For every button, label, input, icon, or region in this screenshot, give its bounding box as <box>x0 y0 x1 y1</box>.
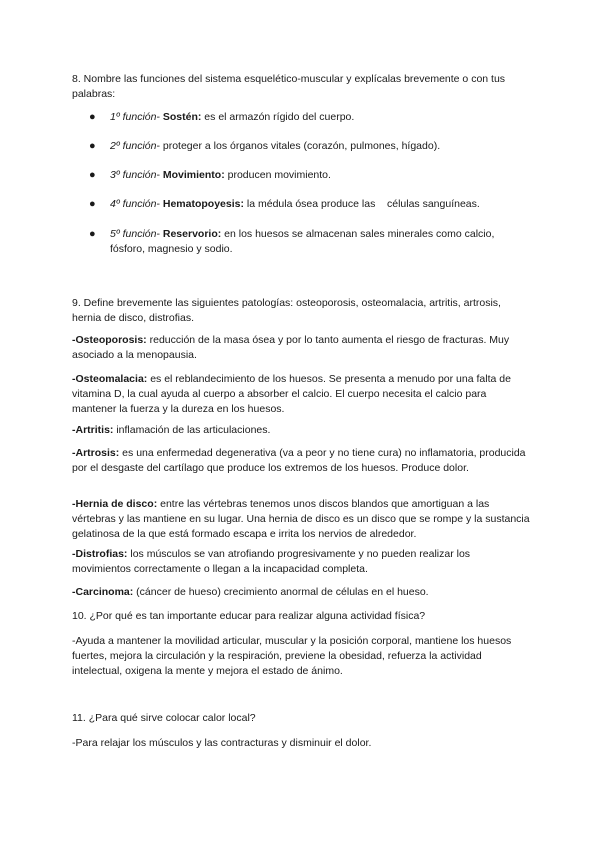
definition-term: -Artrosis: <box>72 447 120 459</box>
function-ordinal: 2º función <box>110 140 157 152</box>
function-desc: en los huesos se almacenan sales minerales como calcio, fósforo, magnesio y sodio. <box>110 228 495 256</box>
bullet-icon: ● <box>89 140 96 152</box>
bullet-icon: ● <box>89 111 96 123</box>
function-desc: proteger a los órganos vitales (corazón, pulmones, hígado). <box>162 140 441 152</box>
definition-desc: reducción de la masa ósea y por lo tanto aumenta el riesgo de fracturas. Muy asociado a la menopausia. <box>72 334 510 362</box>
function-term: Reservorio: <box>162 228 222 240</box>
question-9: 9. Define brevemente las siguientes patologías: osteoporosis, osteomalacia, artritis, artrosis, hernia de disco, distrofias. <box>72 297 501 325</box>
function-desc: es el armazón rígido del cuerpo. <box>201 111 355 123</box>
function-term: Movimiento: <box>162 169 225 181</box>
definition-desc: inflamación de las articulaciones. <box>113 424 271 436</box>
question-11: 11. ¿Para qué sirve colocar calor local? <box>72 712 256 724</box>
definition-term: -Distrofias: <box>72 548 128 560</box>
bullet-icon: ● <box>89 169 96 181</box>
definition-distrofias <box>72 547 530 577</box>
document-page: 8. Nombre las funciones del sistema esquelético-muscular y explícalas brevemente o con tus palabras: ● 1º función- Sostén: es el armazón rígido del cuerpo. ● 2º función- proteger a los órganos vitales (corazón, pulmones, hígado). ● 3º función- Movimiento: producen movimiento. ● 4º función- Hematopoyesis: la médula ósea produce las células sanguíneas. ● 5º función- Reservorio: en los huesos se almacenan sales minerales como calcio, fósforo, magnesio y sodio. 9. Define brevemente las siguientes patologías: osteoporosis, osteomalacia, artritis, artrosis, hernia de disco, distrofias. -Osteoporosis: reducción de la masa ósea y por lo tanto aumenta el riesgo de fracturas. Muy asociado a la menopausia. -Osteomalacia: es el reblandecimiento de los huesos. Se presenta a menudo por una falta de vitamina D, la cual ayuda al cuerpo a absorber el calcio. El cuerpo necesita el calcio para mantener la fuerza y la dureza en los huesos. -Artritis: inflamación de las articulaciones. -Artrosis: es una enfermedad degenerativa (va a peor y no tiene cura) no inflamatoria, producida por el desgaste del cartílago que produce los extremos de los huesos. Produce dolor. -Hernia de disco: entre las vértebras tenemos unos discos blandos que amortiguan a las vértebras y las mantiene en su lugar. Una hernia de disco es un disco que se rompe y la sustancia gelatinosa de la que está formado escapa e irrita los nervios de alrededor. -Distrofias: los músculos se van atrofiando progresivamente y no pueden realizar los movimientos correctamente o llegan a la incapacidad completa. -Carcinoma: (cáncer de hueso) crecimiento anormal de células en el hueso. 10. ¿Por qué es tan importante educar para realizar alguna actividad física? -Ayuda a mantener la movilidad articular, muscular y la posición corporal, mantiene los huesos fuertes, mejora la circulación y la respiración, previene la obesidad, refuerza la actividad intelectual, oxigena la mente y mejora el estado de ánimo. 11. ¿Para qué sirve colocar calor local? -Para relajar los músculos y las contracturas y disminuir el dolor. <box>0 0 600 848</box>
function-desc: producen movimiento. <box>224 169 331 181</box>
definition-desc: los músculos se van atrofiando progresivamente y no pueden realizar los movimientos correctamente o llegan a la incapacidad completa. <box>72 548 471 576</box>
question-8: 8. Nombre las funciones del sistema esquelético-muscular y explícalas brevemente o con tus palabras: <box>72 73 506 101</box>
definition-artritis <box>72 423 530 438</box>
definition-desc: es el reblandecimiento de los huesos. Se presenta a menudo por una falta de vitamina D, la cual ayuda al cuerpo a absorber el calcio. El cuerpo necesita el calcio para mantener la fuerza y la dureza en los huesos. <box>72 373 511 416</box>
definition-desc: entre las vértebras tenemos unos discos blandos que amortiguan a las vértebras y las mantiene en su lugar. Una hernia de disco es un disco que se rompe y la sustancia gelatinosa de la que está formado escapa e irrita los nervios de alrededor. <box>72 498 530 541</box>
question-10: 10. ¿Por qué es tan importante educar para realizar alguna actividad física? <box>72 610 426 622</box>
function-term: Sostén: <box>162 111 202 123</box>
function-ordinal: 5º función <box>110 228 157 240</box>
function-ordinal: 4º función <box>110 198 157 210</box>
definition-term: -Artritis: <box>72 424 114 436</box>
definition-osteoporosis <box>72 333 530 363</box>
definition-term: -Carcinoma: <box>72 586 134 598</box>
function-ordinal: 3º función <box>110 169 157 181</box>
definition-term: -Osteoporosis: <box>72 334 147 346</box>
definition-desc: es una enfermedad degenerativa (va a peor y no tiene cura) no inflamatoria, producida por el desgaste del cartílago que produce los extremos de los huesos. Produce dolor. <box>72 447 526 475</box>
function-ordinal: 1º función <box>110 111 157 123</box>
answer-11: -Para relajar los músculos y las contracturas y disminuir el dolor. <box>72 737 372 749</box>
definition-hernia-de-disco <box>72 497 530 543</box>
definition-term: -Hernia de disco: <box>72 498 158 510</box>
bullet-icon: ● <box>89 228 96 240</box>
definition-artrosis <box>72 446 530 476</box>
function-term: Hematopoyesis: <box>162 198 244 210</box>
bullet-icon: ● <box>89 198 96 210</box>
definition-desc: (cáncer de hueso) crecimiento anormal de células en el hueso. <box>133 586 429 598</box>
definition-carcinoma <box>72 585 530 600</box>
function-desc: la médula ósea produce las células sanguíneas. <box>243 198 480 210</box>
definition-osteomalacia <box>72 372 530 418</box>
answer-10: -Ayuda a mantener la movilidad articular, muscular y la posición corporal, mantiene los huesos fuertes, mejora la circulación y la respiración, previene la obesidad, refuerza la actividad intelectual, oxigena la mente y mejora el estado de ánimo. <box>72 635 512 678</box>
definition-term: -Osteomalacia: <box>72 373 148 385</box>
